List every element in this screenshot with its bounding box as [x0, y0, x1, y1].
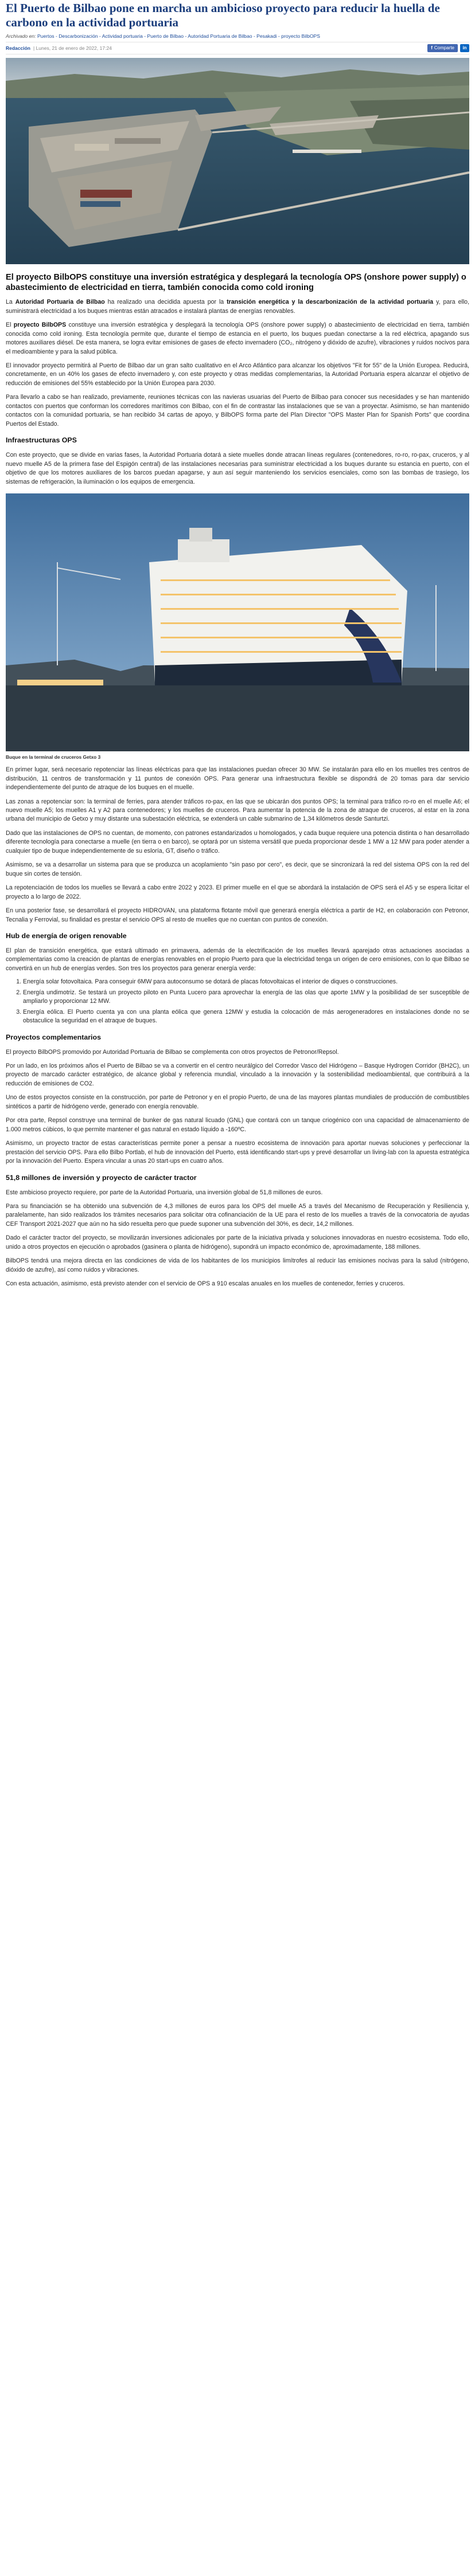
facebook-icon: f: [431, 45, 433, 51]
body-paragraph: Dado que las instalaciones de OPS no cuentan, de momento, con patrones estandarizados u homologados, y cada buque requiere una potencia distinta o han desarrollado diferente tecnología para conectarse a muelle (en tierra o en barco), se optará por un sistema versátil que pueda proporcionar desde 1 MW a 12 MW para poder atender a cualquier tipo de buque independientemente de su esloría, GT, diseño o tráfico.: [6, 829, 469, 854]
p2-text-2: constituye una inversión estratégica y desplegará la tecnología OPS (onshore power supply) o abastecimiento de electricidad en tierra, también conocida como cold ironing. Esta tecnología permite que, durante el tiempo de estancia en el puerto, los buques puedan conectarse a la red eléctrica, apagando sus motores auxiliares diésel. De esta manera, se logra evitar emisiones de gases de efecto invernadero (CO₂, nitrógeno y dióxido de azufre), vibraciones y ruidos nocivos para el medioambiente y para la salud pública.: [6, 321, 469, 355]
body-paragraph: La repotenciación de todos los muelles se llevará a cabo entre 2022 y 2023. El primer muelle en el que se abordará la instalación de OPS será el A5 y se espera licitar el proyecto a lo largo de 2022.: [6, 884, 469, 900]
body-paragraph: Para llevarlo a cabo se han realizado, previamente, reuniones técnicas con las navieras usuarias del Puerto de Bilbao para conocer sus necesidades y se han mantenido contactos con puertos que conforman los corredores marítimos con Bilbao, con el fin de contrastar las instalaciones que se van a proyectar. Asimismo, se han mantenido contactos con la comunidad portuaria, se han recibido 34 cartas de apoyo, y BilbOPS forma parte del Plan Director "OPS Master Plan for Spanish Ports" que coordina Puertos del Estado.: [6, 394, 469, 428]
breadcrumb-link-actividad-portuaria[interactable]: Actividad portuaria: [102, 33, 143, 39]
intro-text-3: y, para ello, suministrará electricidad a los buques mientras están atracados e instalará plantas de energías renovables.: [6, 299, 470, 315]
body-paragraph: Con este proyecto, que se divide en varias fases, la Autoridad Portuaria dotará a siete muelles donde atracan líneas regulares (contenedores, ro-ro, ro-pax, cruceros, y al nuevo muelle A5 de la primera fase del Espigón central) de las instalaciones necesarias para suministrar electricidad a los buques durante su estancia en puerto, con el objetivo de que los motores auxiliares de los barcos puedan apagarse, y aun así seguir manteniendo los servicios esenciales, como son las bombas de trasiego, los sistemas de refrigeración, la iluminación o los equipos de emergencia.: [6, 452, 469, 485]
facebook-share-label: Comparte: [434, 45, 454, 51]
section-heading-inversion: 51,8 millones de inversión y proyecto de carácter tractor: [6, 1173, 197, 1182]
breadcrumb-link-descarbonizacion[interactable]: Descarbonización: [59, 33, 98, 39]
facebook-share-button[interactable]: [427, 44, 458, 52]
body-paragraph: Uno de estos proyectos consiste en la construcción, por parte de Petronor y en el propio Puerto, de una de las mayores plantas mundiales de producción de combustibles sintéticos a partir de hidrógeno verde, generado con energía renovable.: [6, 1094, 469, 1110]
breadcrumb-link-puerto-de-bilbao[interactable]: Puerto de Bilbao: [147, 33, 184, 39]
body-paragraph: En primer lugar, será necesario repotenciar las líneas eléctricas para que las instalaciones puedan ofrecer 30 MW. Se instalarán para ello en los muelles tres centros de distribución, 11 centros de transformación y 11 puntos de conexión OPS. Para generar una infraestructura flexible se dispondrá de 20 tomas para dar servicio independientemente del punto de atraque de los buques en el muelle.: [6, 766, 469, 791]
intro-text-1: La: [6, 299, 15, 306]
intro-bold-2: transición energética y la descarbonización de la actividad portuaria: [227, 299, 434, 306]
byline: [6, 42, 469, 54]
body-paragraph: [6, 321, 469, 356]
publish-date: | Lunes, 21 de enero de 2022, 17:24: [33, 45, 112, 51]
article-subheadline: El proyecto BilbOPS constituye una inversión estratégica y desplegará la tecnología OPS (onshore power supply) o abastecimiento de electricidad en tierra, también conocida como cold ironing: [6, 273, 466, 293]
section-heading-complementarios: Proyectos complementarios: [6, 1033, 101, 1041]
body-paragraph: Este ambicioso proyecto requiere, por parte de la Autoridad Portuaria, una inversión global de 51,8 millones de euros.: [6, 1189, 323, 1196]
intro-bold-1: Autoridad Portuaria de Bilbao: [15, 299, 105, 306]
breadcrumb-link-puertos[interactable]: Puertos: [37, 33, 54, 39]
linkedin-share-button[interactable]: [460, 44, 469, 52]
breadcrumb-link-pesakadi[interactable]: Pesakadi: [256, 33, 277, 39]
p2-bold-1: proyecto BilbOPS: [13, 321, 67, 329]
body-paragraph: En una posterior fase, se desarrollará el proyecto HIDROVAN, una plataforma flotante móvil que generará energía eléctrica a partir de H2, en colaboración con Petronor, Tecnalia y Ferrovial, su finalidad es prestar el servicio OPS al resto de muelles que no cuentan con puntos de conexión.: [6, 907, 469, 923]
list-item: 1. Energía solar fotovoltaica. Para conseguir 6MW para autoconsumo se dotará de placas fotovoltaicas el interior de diques o construcciones.: [23, 978, 469, 986]
body-paragraph: Por un lado, en los próximos años el Puerto de Bilbao se va a convertir en el centro neurálgico del Corredor Vasco del Hidrógeno – Basque Hydrogen Corridor (BH2C), un proyecto de marcado carácter estratégico, de alcance global y referencia mundial, vinculado a la innovación y la sostenibilidad medioambiental, que contribuirá a la reducción de emisiones de CO2.: [6, 1062, 469, 1087]
photo-caption: Buque en la terminal de cruceros Getxo 3: [6, 754, 101, 760]
cruise-ship-photo: [6, 493, 469, 751]
body-paragraph: BilbOPS tendrá una mejora directa en las condiciones de vida de los habitantes de los municipios limítrofes al reducir las emisiones nocivas para la salud (nitrógeno, dióxido de azufre), así como ruidos y vibraciones.: [6, 1257, 469, 1273]
body-paragraph: Asimismo, un proyecto tractor de estas características permite poner a pensar a nuestro ecosistema de innovación para aportar nuevas soluciones y perfeccionar la prestación del servicio OPS. Para ello Bilbo Portlab, el hub de innovación del Puerto, está identificando start-ups y prevé desarrollar un living-lab con la apuesta estratégica por la innovación del Puerto. Espera vincular a unas 20 start-ups en cuatro años.: [6, 1140, 469, 1165]
body-paragraph: Para su financiación se ha obtenido una subvención de 4,3 millones de euros para los OPS del muelle A5 a través del Mecanismo de Recuperación y Resiliencia y, paralelamente, han sido realizados los trámites necesarios para solicitar otra cofinanciación de la UE para el resto de los muelles a través de la convocatoria de ayudas CEF Transport 2021-2027 que aún no ha sido resuelta pero que puede suponer una subvención del 30%, es decir, 14,2 millones.: [6, 1203, 469, 1228]
author-link[interactable]: Redacción: [6, 45, 30, 51]
linkedin-icon: in: [462, 45, 467, 51]
p2-text-1: El: [6, 321, 14, 329]
body-paragraph: Por otra parte, Repsol construye una terminal de bunker de gas natural licuado (GNL) que contará con un tanque criogénico con una capacidad de almacenamiento de 1.000 metros cúbicos, lo que permite mantener el gas natural en estado líquido a -160ºC.: [6, 1117, 469, 1133]
body-paragraph: El proyecto BilbOPS promovido por Autoridad Portuaria de Bilbao se complementa con otros proyectos de Petronor/Repsol.: [6, 1048, 339, 1056]
body-paragraph: El plan de transición energética, que estará ultimado en primavera, además de la electrificación de los muelles llevará aparejado otras actuaciones asociadas a complementarias como la creación de plantas de energías renovables en el propio Puerto para que la electricidad tenga un origen de cero emisiones, con lo que Bilbao se convertirá en un hub de energías verdes. Son tres los proyectos para generar energía verde:: [6, 947, 469, 972]
list-item: 3. Energía eólica. El Puerto cuenta ya con una planta eólica que genera 12MW y estudia la colocación de más aerogeneradores en instalaciones donde no se obstaculice la seguridad en el atraque de buques.: [23, 1008, 469, 1026]
body-paragraph: Dado el carácter tractor del proyecto, se movilizarán inversiones adicionales por parte de la iniciativa privada y soluciones innovadoras en nuestro ecosistema. Todo ello, unido a otros proyectos en ejecución o aprobados (gasinera o planta de hidrógeno), supondrá un impacto económico de, aproximadamente, 188 millones.: [6, 1234, 469, 1250]
share-buttons: [427, 44, 469, 52]
breadcrumb-link-bilbops[interactable]: proyecto BilbOPS: [281, 33, 320, 39]
breadcrumb-label: Archivado en:: [6, 33, 36, 39]
article-title: El Puerto de Bilbao pone en marcha un ambicioso proyecto para reducir la huella de carbono en la actividad portuaria: [6, 1, 440, 29]
body-paragraph: Con esta actuación, asimismo, está previsto atender con el servicio de OPS a 910 escalas anuales en los muelles de contenedor, ferries y cruceros.: [6, 1280, 405, 1288]
intro-text-2: ha realizado una decidida apuesta por la: [104, 299, 227, 306]
port-aerial-photo: [6, 58, 469, 264]
breadcrumb: Archivado en: Puertos - Descarbonización - Actividad portuaria - Puerto de Bilbao - Autoridad Portuaria de Bilbao - Pesakadi - proyecto BilbOPS: [6, 33, 320, 39]
section-heading-hub: Hub de energía de origen renovable: [6, 931, 127, 940]
body-paragraph: El innovador proyecto permitirá al Puerto de Bilbao dar un gran salto cualitativo en el Arco Atlántico para alcanzar los objetivos "Fit for 55" de la Unión Europea. Reducirá, concretamente, en un 40% los gases de efecto invernadero y, con este proyecto y otras medidas complementarias, la Autoridad Portuaria espera alcanzar el objetivo de reducción de emisiones del 55% establecido por la Unión Europea para 2030.: [6, 362, 469, 387]
section-heading-infraestructuras: Infraestructuras OPS: [6, 436, 77, 445]
intro-paragraph: [6, 298, 469, 316]
renewable-energy-list: [6, 978, 469, 1025]
body-paragraph: Asimismo, se va a desarrollar un sistema para que se produzca un acoplamiento "sin paso por cero", es decir, que se sincronizará la red del sistema OPS con la red del buque sin cortes de tensión.: [6, 861, 469, 877]
body-paragraph: Las zonas a repotenciar son: la terminal de ferries, para atender tráficos ro-pax, en las que se ubicarán dos puntos OPS; la terminal para tráfico ro-ro en el muelle A6; el nuevo muelle A5; los muelles A1 y A2 para contenedores; y los muelles de cruceros. Para aumentar la potencia de la zona de atraque de cruceros, al estar en la zona urbana del municipio de Getxo y muy distante una subestación eléctrica, se extenderá un cable submarino de 1,34 kilómetros desde Santurtzi.: [6, 798, 469, 823]
breadcrumb-link-autoridad-portuaria[interactable]: Autoridad Portuaria de Bilbao: [188, 33, 252, 39]
list-item: 2. Energía undimotriz. Se testará un proyecto piloto en Punta Lucero para aprovechar la energía de las olas que aporte 1MW y la posibilidad de ser susceptible de ampliarlo y proporcionar 12 MW.: [23, 989, 469, 1006]
